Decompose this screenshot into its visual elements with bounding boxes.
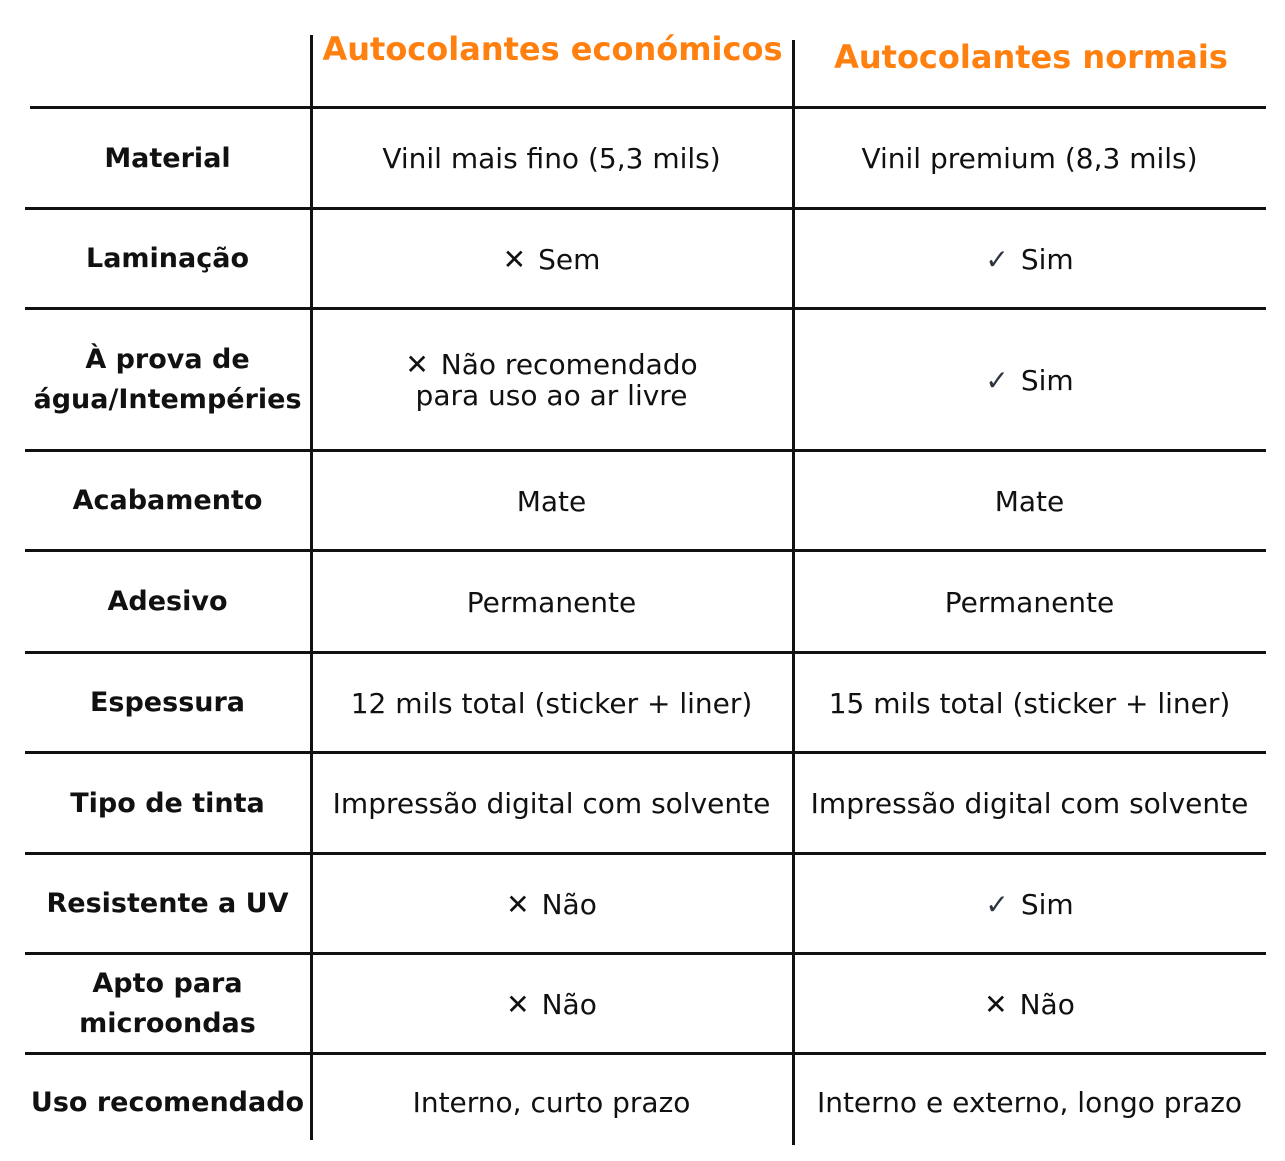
- cell-text: Mate: [994, 484, 1065, 518]
- row-label: À prova de água/Intempéries: [33, 344, 302, 415]
- x-icon: ✕: [502, 242, 527, 276]
- cell-text: 15 mils total (sticker + liner): [828, 686, 1231, 720]
- check-icon: ✓: [985, 887, 1009, 921]
- cell-economicos: [310, 989, 793, 1020]
- cell-normais: [793, 244, 1266, 275]
- x-icon: ✕: [984, 987, 1008, 1021]
- cell-economicos: [310, 349, 793, 411]
- row-label: Apto para microondas: [79, 968, 256, 1039]
- cell-text: Vinil premium (8,3 mils): [861, 142, 1198, 175]
- cell-text: Permanente: [466, 585, 637, 619]
- cell-normais: [793, 788, 1266, 819]
- table-row: [25, 754, 1266, 853]
- table-row: [25, 654, 1266, 752]
- cell-normais: [793, 889, 1266, 920]
- row-label: Espessura: [89, 687, 246, 718]
- cell-text: Permanente: [944, 585, 1115, 619]
- cell-text: Não: [1019, 987, 1075, 1021]
- table-row: [25, 210, 1266, 308]
- row-label: Adesivo: [107, 586, 228, 617]
- cell-text: Mate: [516, 484, 587, 518]
- cell-economicos: [310, 1087, 793, 1118]
- cell-normais: [793, 989, 1266, 1020]
- table-row: [25, 452, 1266, 550]
- cell-text: Interno, curto prazo: [412, 1086, 691, 1119]
- row-label: Material: [104, 142, 231, 174]
- cell-text: Sim: [1020, 363, 1074, 397]
- column-header-normais: Autocolantes normais: [834, 38, 1228, 76]
- row-label: Acabamento: [72, 485, 263, 516]
- table-row: [25, 310, 1266, 450]
- cell-text: Impressão digital com solvente: [332, 787, 771, 820]
- cell-economicos: [310, 587, 793, 618]
- check-icon: ✓: [985, 363, 1009, 397]
- cell-economicos: [310, 788, 793, 819]
- cell-text: Sim: [1020, 242, 1074, 276]
- x-icon: ✕: [506, 987, 530, 1021]
- x-icon: ✕: [506, 887, 530, 921]
- cell-economicos: [310, 486, 793, 517]
- column-header-economicos: Autocolantes económicos: [322, 30, 783, 68]
- row-label: Laminação: [85, 243, 250, 274]
- row-label: Uso recomendado: [30, 1086, 305, 1118]
- row-label: Resistente a UV: [46, 888, 289, 919]
- x-icon: ✕: [405, 348, 429, 381]
- cell-normais: [793, 486, 1266, 517]
- check-icon: ✓: [985, 242, 1009, 276]
- cell-economicos: [310, 244, 793, 275]
- cell-text: 12 mils total (sticker + liner): [350, 686, 753, 720]
- row-label: Tipo de tinta: [70, 787, 265, 819]
- cell-text: Sim: [1020, 887, 1074, 921]
- table-row: [25, 955, 1266, 1053]
- cell-normais: [793, 143, 1266, 174]
- cell-normais: [793, 688, 1266, 719]
- cell-text: Não recomendado para uso ao ar livre: [415, 348, 698, 412]
- table-row: [25, 1055, 1266, 1150]
- cell-normais: [793, 1087, 1266, 1118]
- cell-text: Interno e externo, longo prazo: [816, 1086, 1243, 1119]
- table-row: [25, 552, 1266, 652]
- cell-economicos: [310, 889, 793, 920]
- cell-normais: [793, 587, 1266, 618]
- cell-text: Vinil mais fino (5,3 mils): [382, 142, 721, 175]
- cell-normais: [793, 365, 1266, 396]
- cell-economicos: [310, 688, 793, 719]
- cell-economicos: [310, 143, 793, 174]
- cell-text: Não: [541, 887, 597, 921]
- cell-text: Sem: [538, 242, 601, 276]
- cell-text: Impressão digital com solvente: [810, 787, 1249, 820]
- table-row: [25, 109, 1266, 208]
- table-row: [25, 855, 1266, 953]
- cell-text: Não: [541, 987, 597, 1021]
